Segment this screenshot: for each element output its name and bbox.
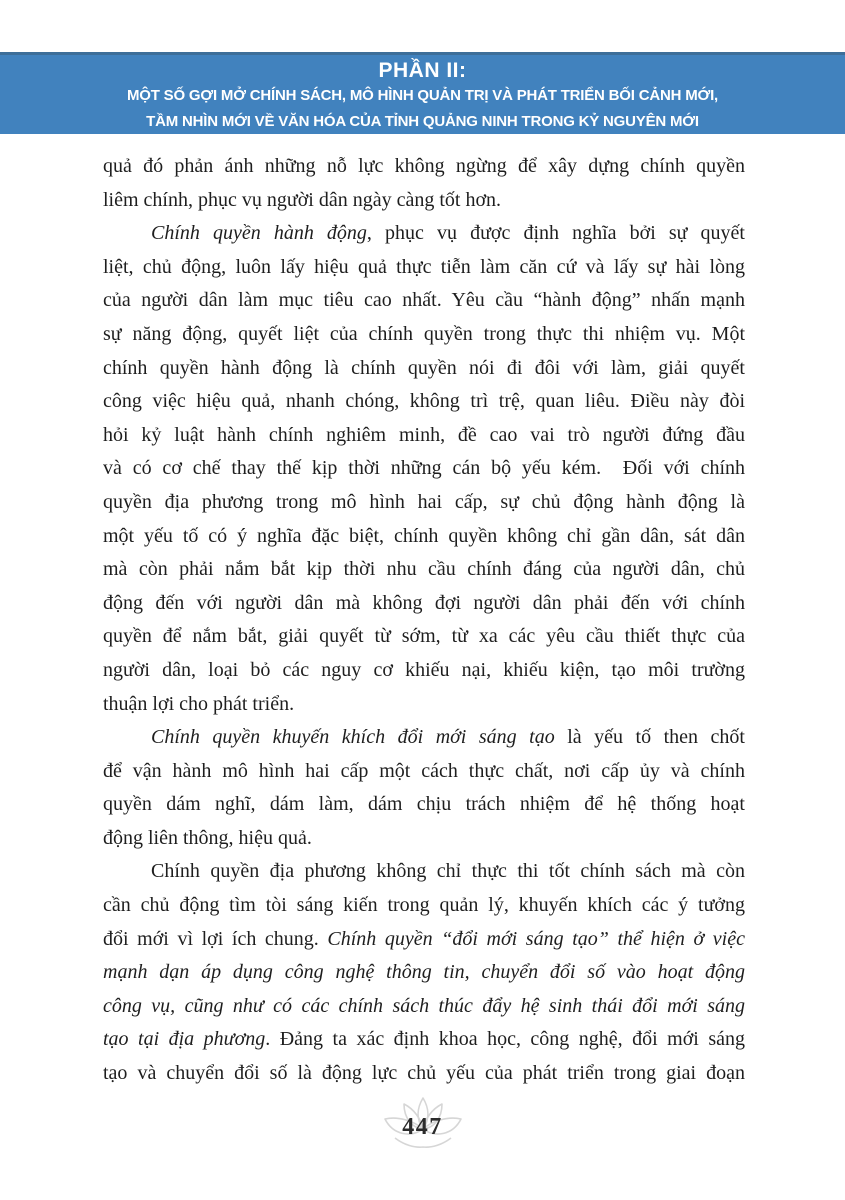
text-run: đổi mới vì lợi ích chung. (103, 927, 328, 950)
page-number: 447 (402, 1114, 443, 1140)
body-text (103, 150, 745, 1091)
text-line (103, 318, 745, 352)
text-line (103, 352, 745, 386)
text-run: của người dân làm mục tiêu cao nhất. Yêu cầu “hành động” nhấn mạnh (103, 289, 745, 312)
text-run: . Đảng ta xác định khoa học, công nghệ, đổi mới sáng (265, 1028, 745, 1051)
text-line (103, 688, 745, 722)
text-line (103, 217, 745, 251)
text-run: quả đó phản ánh những nỗ lực không ngừng để xây dựng chính quyền (103, 155, 745, 177)
text-line (103, 822, 745, 856)
text-line (103, 855, 745, 889)
italic-text-run: tạo tại địa phương (103, 1028, 266, 1051)
section-subtitle-line1: MỘT SỐ GỢI MỞ CHÍNH SÁCH, MÔ HÌNH QUẢN TRỊ VÀ PHÁT TRIỂN BỐI CẢNH MỚI, (126, 87, 719, 104)
text-run: cần chủ động tìm tòi sáng kiến trong quản lý, khuyến khích các ý tưởng (103, 894, 745, 917)
text-run: thuận lợi cho phát triển. (103, 692, 295, 715)
text-run: để vận hành mô hình hai cấp một cách thực chất, nơi cấp ủy và chính (103, 759, 745, 782)
text-run: Chính quyền địa phương không chỉ thực thi tốt chính sách mà còn (151, 860, 745, 883)
text-run: sự năng động, quyết liệt của chính quyền trong thực thi nhiệm vụ. Một (103, 322, 745, 345)
text-run: là yếu tố then chốt (554, 726, 745, 749)
text-run: người dân, loại bỏ các nguy cơ khiếu nại, khiếu kiện, tạo môi trường (103, 658, 745, 681)
section-subtitle-line2: TẦM NHÌN MỚI VỀ VĂN HÓA CỦA TỈNH QUẢNG NINH TRONG KỶ NGUYÊN MỚI (146, 113, 699, 130)
text-line (103, 654, 745, 688)
text-line (103, 788, 745, 822)
italic-text-run: Chính quyền khuyến khích đổi mới sáng tạo (151, 726, 555, 749)
text-line (103, 620, 745, 654)
text-run: động đến với người dân mà không đợi người dân phải đến với chính (103, 591, 745, 614)
italic-text-run: Chính quyền “đổi mới sáng tạo” thể hiện ở việc (327, 927, 745, 950)
text-line (103, 1057, 745, 1091)
text-line (103, 486, 745, 520)
text-line (103, 889, 745, 923)
text-run: liệt, chủ động, luôn lấy hiệu quả thực tiễn làm căn cứ và lấy sự hài lòng (103, 255, 745, 278)
text-run: hỏi kỷ luật hành chính nghiêm minh, đề cao vai trò người đứng đầu (103, 423, 745, 446)
text-line (103, 452, 745, 486)
text-line (103, 419, 745, 453)
text-line (103, 1023, 745, 1057)
text-run: chính quyền hành động là chính quyền nói đi đôi với làm, giải quyết (103, 356, 745, 379)
text-line (103, 923, 745, 957)
text-run: và có cơ chế thay thế kịp thời những cán bộ yếu kém. Đối với chính (103, 457, 745, 480)
text-line (103, 150, 745, 184)
text-run: liêm chính, phục vụ người dân ngày càng tốt hơn. (103, 188, 502, 211)
text-line (103, 520, 745, 554)
italic-text-run: mạnh dạn áp dụng công nghệ thông tin, chuyển đổi số vào hoạt động (103, 961, 745, 984)
italic-text-run: công vụ, cũng như có các chính sách thúc đẩy hệ sinh thái đổi mới sáng (103, 994, 745, 1017)
text-line (103, 251, 745, 285)
text-run: công việc hiệu quả, nhanh chóng, không trì trệ, quan liêu. Điều này đòi (103, 390, 745, 413)
text-line (103, 553, 745, 587)
italic-text-run: Chính quyền hành động (151, 222, 367, 245)
text-run: quyền địa phương trong mô hình hai cấp, sự chủ động hành động là (103, 490, 745, 513)
text-run: động liên thông, hiệu quả. (103, 826, 312, 849)
text-line (103, 385, 745, 419)
text-line (103, 184, 745, 218)
text-line (103, 284, 745, 318)
text-run: tạo và chuyển đổi số là động lực chủ yếu của phát triển trong giai đoạn (103, 1062, 745, 1085)
text-run: quyền để nắm bắt, giải quyết từ sớm, từ xa các yêu cầu thiết thực của (103, 625, 745, 648)
text-line (103, 587, 745, 621)
text-run: quyền dám nghĩ, dám làm, dám chịu trách nhiệm để hệ thống hoạt (103, 793, 745, 816)
page-footer (0, 1094, 845, 1164)
section-header-banner (0, 52, 845, 134)
text-run: , phục vụ được định nghĩa bởi sự quyết (366, 222, 745, 245)
text-line (103, 721, 745, 755)
text-line (103, 990, 745, 1024)
text-run: mà còn phải nắm bắt kịp thời nhu cầu chính đáng của người dân, chủ (103, 558, 745, 581)
part-title: PHẦN II: (378, 59, 467, 82)
text-line (103, 755, 745, 789)
text-run: một yếu tố có ý nghĩa đặc biệt, chính quyền không chỉ gần dân, sát dân (103, 524, 745, 547)
text-line (103, 956, 745, 990)
